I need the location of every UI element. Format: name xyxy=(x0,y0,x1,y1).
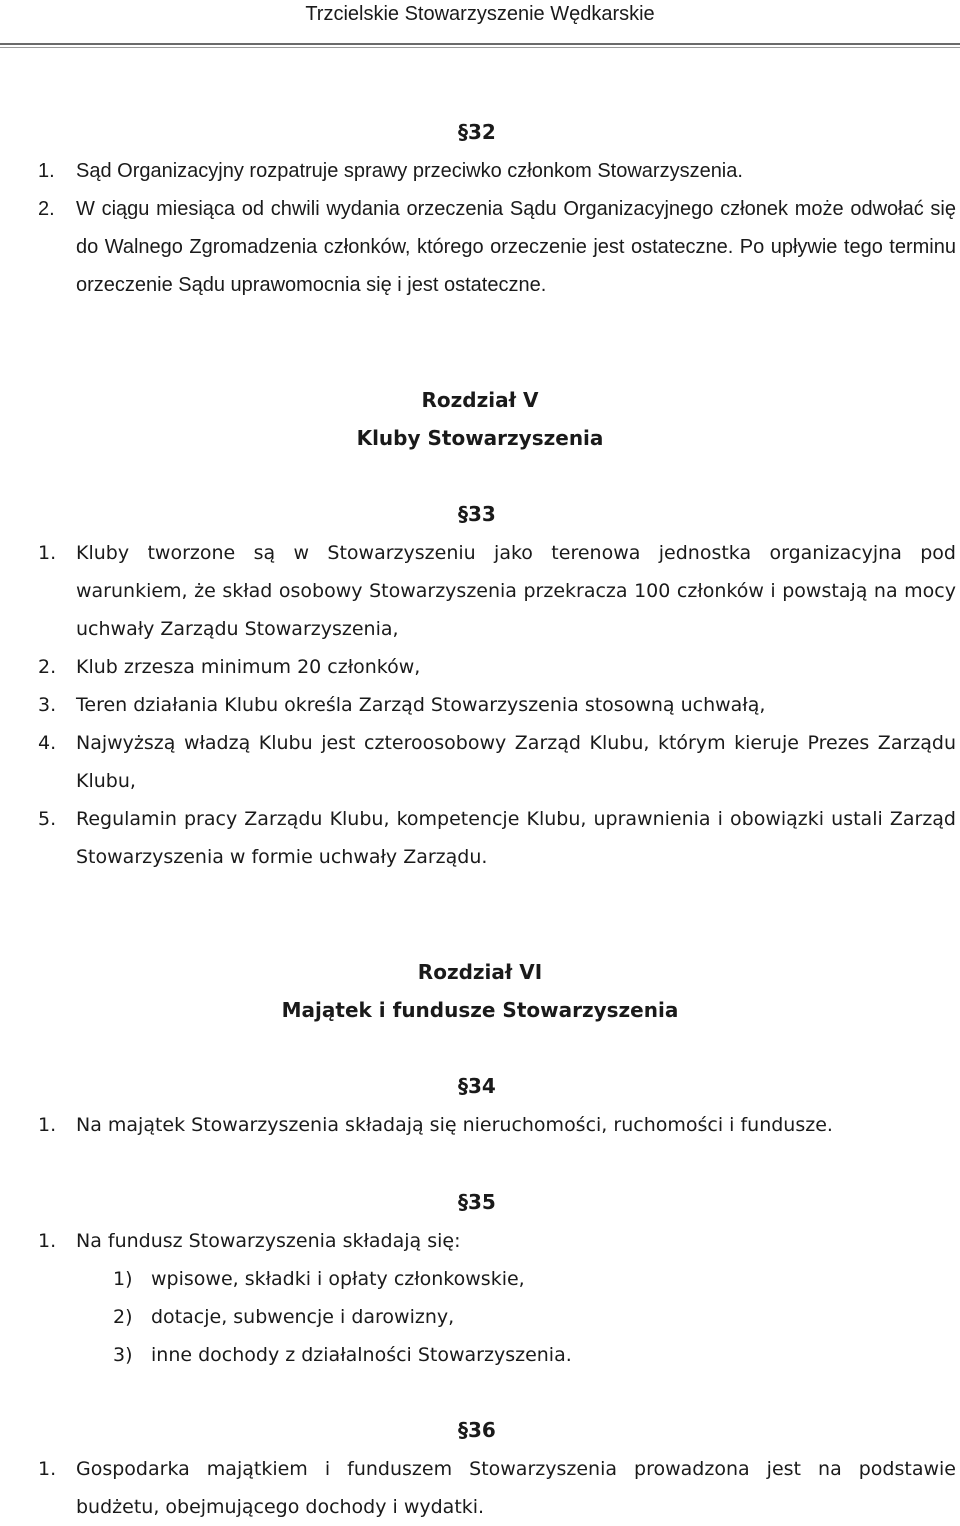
section-number: 34 xyxy=(468,1074,496,1098)
list-item xyxy=(38,152,956,190)
sub-item-number: 1) xyxy=(113,1268,133,1290)
list-item xyxy=(38,686,956,724)
header-divider xyxy=(0,43,960,48)
item-number: 5. xyxy=(38,808,57,830)
item-number: 1. xyxy=(38,542,57,564)
list-item xyxy=(38,800,956,876)
chapter-6-title: Majątek i fundusze Stowarzyszenia xyxy=(281,998,679,1022)
item-number: 1. xyxy=(38,1230,57,1252)
section-number: 36 xyxy=(468,1418,496,1442)
sub-item-text: dotacje, subwencje i darowizny, xyxy=(151,1306,455,1328)
chapter-5-label: Rozdział V xyxy=(421,388,539,412)
list-item xyxy=(38,724,956,800)
item-number: 3. xyxy=(38,694,57,716)
list-item xyxy=(38,190,956,304)
item-text: Na fundusz Stowarzyszenia składają się: xyxy=(76,1230,461,1252)
section-36-heading: §36 xyxy=(458,1418,496,1442)
item-text: Sąd Organizacyjny rozpatruje sprawy przeciwko członkom Stowarzyszenia. xyxy=(76,160,743,182)
section-33-heading: §33 xyxy=(458,502,496,526)
sub-item-text: wpisowe, składki i opłaty członkowskie, xyxy=(151,1268,525,1290)
sub-item-text: inne dochody z działalności Stowarzyszenia. xyxy=(151,1344,572,1366)
section-35-heading: §35 xyxy=(458,1190,496,1214)
section-number: 35 xyxy=(468,1190,496,1214)
list-item xyxy=(38,648,956,686)
sub-list-item xyxy=(113,1336,953,1374)
item-number: 1. xyxy=(38,1458,57,1480)
section-34-heading: §34 xyxy=(458,1074,496,1098)
item-text: Regulamin pracy Zarządu Klubu, kompetencje Klubu, uprawnienia i obowiązki ustali Zarząd Stowarzyszenia w formie uchwały Zarządu. xyxy=(76,808,956,868)
list-item xyxy=(38,534,956,648)
section-number: 32 xyxy=(468,120,496,144)
item-text: Teren działania Klubu określa Zarząd Stowarzyszenia stosowną uchwałą, xyxy=(76,694,766,716)
chapter-5-title: Kluby Stowarzyszenia xyxy=(356,426,604,450)
sub-item-number: 3) xyxy=(113,1344,133,1366)
chapter-6-label: Rozdział VI xyxy=(417,960,543,984)
sub-list-item xyxy=(113,1298,953,1336)
list-item xyxy=(38,1222,956,1260)
item-number: 1. xyxy=(38,1114,57,1136)
sub-item-number: 2) xyxy=(113,1306,133,1328)
section-number: 33 xyxy=(468,502,496,526)
list-item xyxy=(38,1106,956,1144)
item-number: 2. xyxy=(38,656,57,678)
item-text: Najwyższą władzą Klubu jest czteroosobowy Zarząd Klubu, którym kieruje Prezes Zarządu Klubu, xyxy=(76,732,956,792)
page-header xyxy=(0,0,960,41)
item-number: 2. xyxy=(38,198,55,220)
item-number: 4. xyxy=(38,732,57,754)
item-text: Kluby tworzone są w Stowarzyszeniu jako terenowa jednostka organizacyjna pod warunkiem, że skład osobowy Stowarzyszenia przekracza 100 członków i powstają na mocy uchwały Zarządu Stowarzyszenia, xyxy=(76,542,956,640)
item-number: 1. xyxy=(38,160,55,182)
list-item xyxy=(38,1450,956,1526)
item-text: W ciągu miesiąca od chwili wydania orzeczenia Sądu Organizacyjnego członek może odwołać się do Walnego Zgromadzenia członków, którego orzeczenie jest ostateczne. Po upływie tego terminu orzeczenie Sądu uprawomocnia się i jest ostateczne. xyxy=(76,198,956,296)
item-text: Klub zrzesza minimum 20 członków, xyxy=(76,656,421,678)
section-32-heading: §32 xyxy=(458,120,496,144)
sub-list-item xyxy=(113,1260,953,1298)
header-title: Trzcielskie Stowarzyszenie Wędkarskie xyxy=(305,3,655,25)
item-text: Na majątek Stowarzyszenia składają się nieruchomości, ruchomości i fundusze. xyxy=(76,1114,833,1136)
item-text: Gospodarka majątkiem i funduszem Stowarzyszenia prowadzona jest na podstawie budżetu, obejmującego dochody i wydatki. xyxy=(76,1458,956,1518)
